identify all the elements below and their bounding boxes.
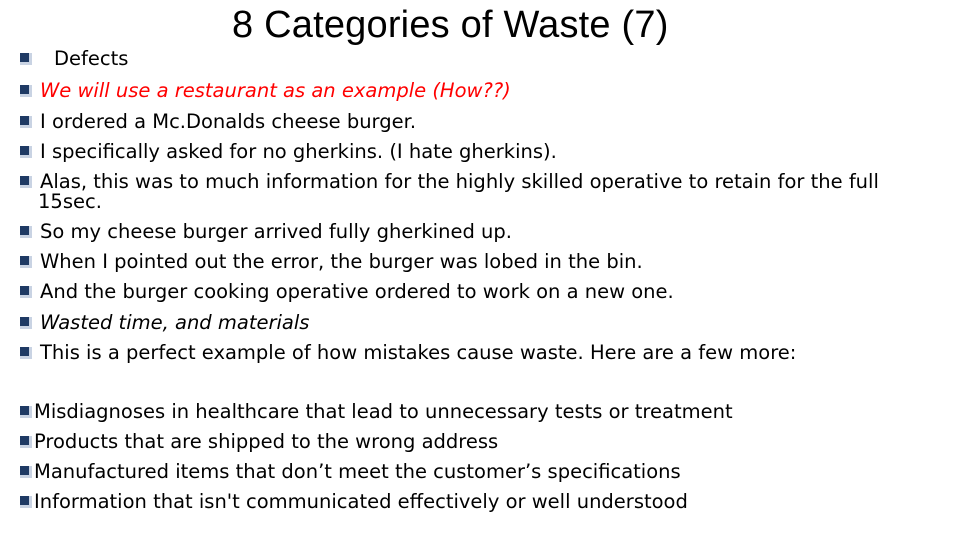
example-item: [20, 431, 498, 453]
bullet-aside: (I hate gherkins).: [389, 140, 557, 163]
bullet-text: So my cheese burger arrived fully gherkined up.: [40, 220, 512, 243]
bullet-item: [20, 80, 511, 102]
bullet-text: Wasted time, and materials: [40, 311, 310, 334]
bullet-item: [20, 342, 796, 364]
bullet-text: I ordered a Mc.Donalds cheese burger.: [40, 110, 417, 133]
bullet-continuation: 15sec.: [38, 190, 102, 213]
square-bullet-icon: [20, 256, 32, 268]
bullet-item: [20, 111, 416, 133]
bullet-text: This is a perfect example of how mistakes cause waste. Here are a few more:: [40, 341, 797, 364]
bullet-item: [20, 251, 643, 273]
example-item: [20, 491, 688, 513]
bullet-text: I specifically asked for no gherkins.: [40, 140, 384, 163]
square-bullet-icon: [20, 85, 32, 97]
slide-title: 8 Categories of Waste (7): [232, 4, 669, 46]
square-bullet-icon: [20, 496, 32, 508]
example-item: [20, 461, 681, 483]
square-bullet-icon: [20, 146, 32, 158]
example-text: Information that isn't communicated effectively or well understood: [34, 490, 688, 513]
square-bullet-icon: [20, 406, 32, 418]
example-item: [20, 401, 733, 423]
bullet-text: And the burger cooking operative ordered to work on a new one.: [40, 280, 674, 303]
heading-text: Defects: [54, 47, 129, 70]
square-bullet-icon: [20, 176, 32, 188]
bullet-heading: [20, 48, 128, 70]
square-bullet-icon: [20, 116, 32, 128]
square-bullet-icon: [20, 436, 32, 448]
bullet-text: We will use a restaurant as an example (How??): [40, 79, 511, 102]
example-text: Manufactured items that don’t meet the customer’s specifications: [34, 460, 681, 483]
square-bullet-icon: [20, 347, 32, 359]
bullet-item: [20, 141, 557, 163]
example-text: Misdiagnoses in healthcare that lead to unnecessary tests or treatment: [34, 400, 733, 423]
example-text: Products that are shipped to the wrong address: [34, 430, 499, 453]
bullet-text: Alas, this was to much information for the highly skilled operative to retain for the full: [40, 170, 879, 193]
square-bullet-icon: [20, 317, 32, 329]
square-bullet-icon: [20, 226, 32, 238]
bullet-item: [20, 171, 879, 193]
bullet-item: [20, 221, 512, 243]
square-bullet-icon: [20, 466, 32, 478]
square-bullet-icon: [20, 286, 32, 298]
square-bullet-icon: [20, 53, 32, 65]
bullet-item: [20, 312, 309, 334]
bullet-text: When I pointed out the error, the burger was lobed in the bin.: [40, 250, 643, 273]
bullet-item: [20, 281, 674, 303]
